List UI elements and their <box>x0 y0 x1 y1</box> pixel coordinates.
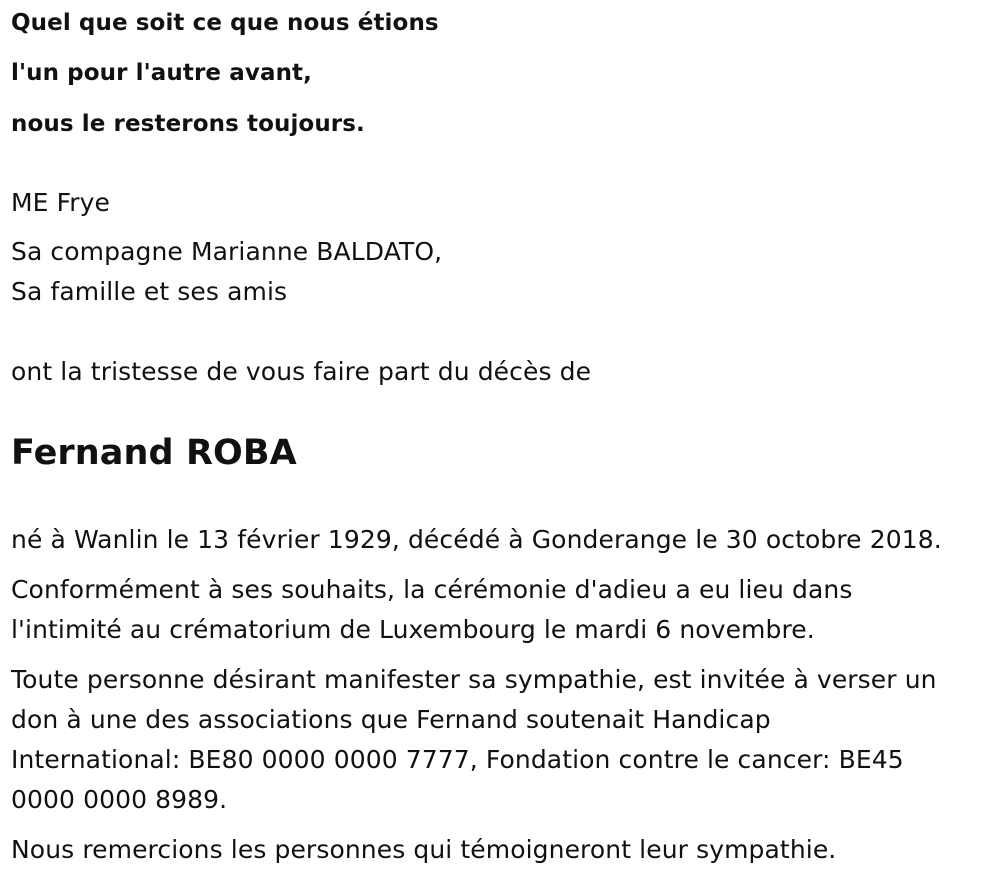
quote-line-1: Quel que soit ce que nous étions <box>11 10 439 36</box>
quote-line-3: nous le resterons toujours. <box>11 111 365 137</box>
mourner-line-3: Sa famille et ses amis <box>11 277 288 306</box>
deceased-name: Fernand ROBA <box>11 433 297 473</box>
donation-line-2: don à une des associations que Fernand soutenait Handicap <box>11 705 771 734</box>
donation-line-3: International: BE80 0000 0000 7777, Fondation contre le cancer: BE45 <box>11 745 904 774</box>
birth-death-text: né à Wanlin le 13 février 1929, décédé à Gonderange le 30 octobre 2018. <box>11 525 942 554</box>
ceremony-line-1: Conformément à ses souhaits, la cérémonie d'adieu a eu lieu dans <box>11 575 853 604</box>
ceremony-line-2: l'intimité au crématorium de Luxembourg le mardi 6 novembre. <box>11 615 815 644</box>
quote-line-2: l'un pour l'autre avant, <box>11 60 312 86</box>
donation-line-4: 0000 0000 8989. <box>11 785 228 814</box>
thanks-text: Nous remercions les personnes qui témoigneront leur sympathie. <box>11 835 837 864</box>
announcement-text: ont la tristesse de vous faire part du décès de <box>11 357 592 386</box>
mourner-line-2: Sa compagne Marianne BALDATO, <box>11 237 443 266</box>
donation-line-1: Toute personne désirant manifester sa sympathie, est invitée à verser un <box>11 665 937 694</box>
mourner-line-1: ME Frye <box>11 188 111 217</box>
